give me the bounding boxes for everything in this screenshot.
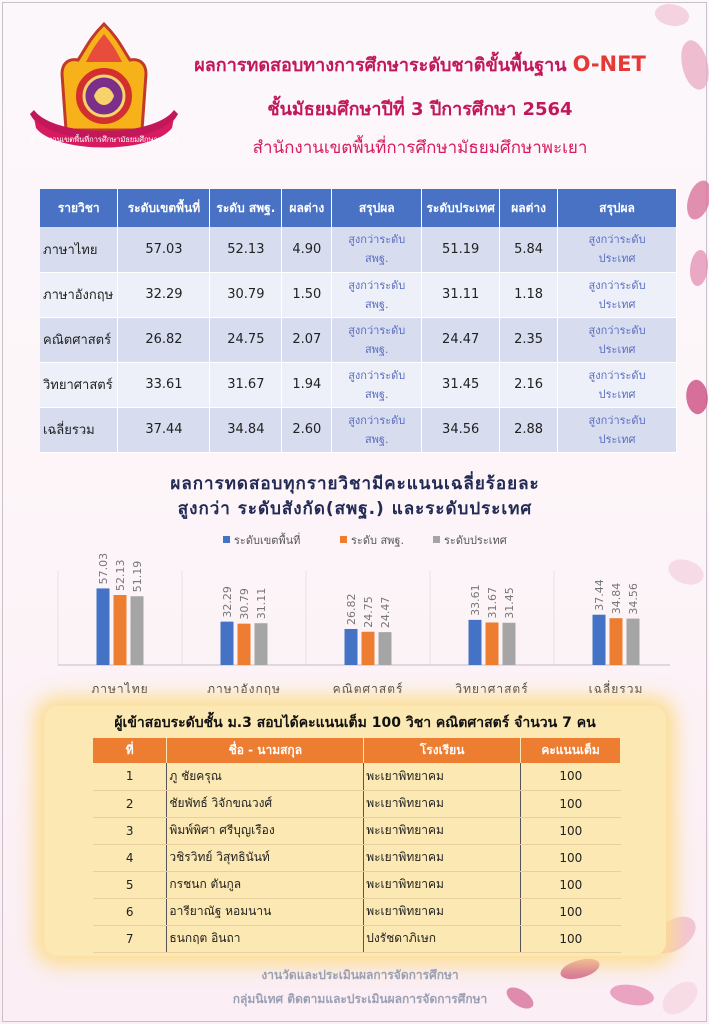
table-row bbox=[93, 871, 621, 898]
bar bbox=[627, 619, 640, 665]
bar bbox=[486, 622, 499, 665]
score-cell: 100 bbox=[521, 763, 621, 790]
data-label: 34.84 bbox=[610, 582, 623, 615]
national-result-cell bbox=[558, 227, 677, 272]
school-cell: พะเยาพิทยาคม bbox=[364, 763, 521, 790]
bar bbox=[114, 595, 127, 665]
result-text: ประเทศ bbox=[598, 252, 636, 266]
table-row bbox=[40, 227, 677, 272]
row-number-cell: 2 bbox=[93, 790, 167, 817]
obec-result-cell bbox=[332, 407, 422, 452]
data-label: 34.56 bbox=[627, 583, 640, 615]
national-diff-cell: 2.16 bbox=[500, 362, 558, 407]
row-number-cell: 3 bbox=[93, 817, 167, 844]
row-number-cell: 6 bbox=[93, 898, 167, 925]
national-result-cell bbox=[558, 407, 677, 452]
legend-swatch bbox=[340, 536, 347, 543]
bar bbox=[221, 622, 234, 665]
table-row bbox=[93, 844, 621, 871]
area-score-cell: 33.61 bbox=[118, 362, 210, 407]
data-label: 31.67 bbox=[486, 586, 499, 619]
bar bbox=[503, 623, 516, 665]
table-row bbox=[40, 317, 677, 362]
result-text: สพฐ. bbox=[364, 297, 389, 311]
school-cell: ปงรัชดาภิเษก bbox=[364, 925, 521, 952]
table-header-row bbox=[40, 189, 677, 227]
score-cell: 100 bbox=[521, 898, 621, 925]
bar bbox=[345, 629, 358, 665]
obec-result-cell bbox=[332, 317, 422, 362]
col-header: คะแนนเต็ม bbox=[521, 738, 621, 763]
perfect-score-table bbox=[93, 738, 621, 953]
student-name-cell: กรชนก ตันกูล bbox=[167, 871, 364, 898]
col-header: โรงเรียน bbox=[364, 738, 521, 763]
data-label: 32.29 bbox=[221, 586, 234, 618]
result-text: สูงกว่าระดับ bbox=[348, 233, 406, 247]
area-score-cell: 57.03 bbox=[118, 227, 210, 272]
result-text: สูงกว่าระดับ bbox=[588, 368, 646, 382]
national-score-cell: 31.45 bbox=[422, 362, 500, 407]
data-label: 37.44 bbox=[593, 579, 606, 611]
result-text: สพฐ. bbox=[364, 387, 389, 401]
national-diff-cell: 2.35 bbox=[500, 317, 558, 362]
category-label: ภาษาอังกฤษ bbox=[207, 682, 281, 696]
national-result-cell bbox=[558, 362, 677, 407]
result-text: สูงกว่าระดับ bbox=[348, 323, 406, 337]
row-number-cell: 7 bbox=[93, 925, 167, 952]
obec-diff-cell: 1.94 bbox=[282, 362, 332, 407]
result-text: สูงกว่าระดับ bbox=[348, 278, 406, 292]
footer-line-2: กลุ่มนิเทศ ติดตามและประเมินผลการจัดการศึกษา bbox=[232, 992, 488, 1006]
category-label: คณิตศาสตร์ bbox=[332, 682, 404, 696]
row-number-cell: 1 bbox=[93, 763, 167, 790]
result-text: ประเทศ bbox=[598, 342, 636, 356]
category-label: ภาษาไทย bbox=[91, 682, 149, 696]
national-score-cell: 34.56 bbox=[422, 407, 500, 452]
result-text: สูงกว่าระดับ bbox=[588, 278, 646, 292]
report-title bbox=[150, 50, 690, 79]
national-diff-cell: 5.84 bbox=[500, 227, 558, 272]
student-name-cell: อารียาณัฐ หอมนาน bbox=[167, 898, 364, 925]
data-label: 24.47 bbox=[379, 596, 392, 629]
obec-diff-cell: 2.60 bbox=[282, 407, 332, 452]
result-text: สูงกว่าระดับ bbox=[588, 413, 646, 427]
col-header: ชื่อ - นามสกุล bbox=[167, 738, 364, 763]
national-score-cell: 24.47 bbox=[422, 317, 500, 362]
row-number-cell: 5 bbox=[93, 871, 167, 898]
subject-cell: เฉลี่ยรวม bbox=[40, 407, 118, 452]
legend-label: ระดับเขตพื้นที่ bbox=[234, 534, 301, 547]
national-score-cell: 51.19 bbox=[422, 227, 500, 272]
perfect-score-title: ผู้เข้าสอบระดับชั้น ม.3 สอบได้คะแนนเต็ม 100 วิชา คณิตศาสตร์ จำนวน 7 คน bbox=[114, 715, 596, 731]
school-cell: พะเยาพิทยาคม bbox=[364, 790, 521, 817]
office-name: สำนักงานเขตพื้นที่การศึกษามัธยมศึกษาพะเยา bbox=[252, 138, 588, 158]
national-score-cell: 31.11 bbox=[422, 272, 500, 317]
table-row bbox=[93, 898, 621, 925]
table-row bbox=[40, 407, 677, 452]
score-cell: 100 bbox=[521, 844, 621, 871]
score-bar-chart bbox=[40, 526, 670, 706]
table-row bbox=[40, 362, 677, 407]
national-result-cell bbox=[558, 272, 677, 317]
student-name-cell: ธนกฤต อินถา bbox=[167, 925, 364, 952]
legend-swatch bbox=[433, 536, 440, 543]
data-label: 26.82 bbox=[345, 593, 358, 625]
obec-diff-cell: 2.07 bbox=[282, 317, 332, 362]
result-text: สูงกว่าระดับ bbox=[348, 413, 406, 427]
obec-result-cell bbox=[332, 272, 422, 317]
student-name-cell: ชัยพัทธ์ วิจักขณวงศ์ bbox=[167, 790, 364, 817]
chart-title-line-1: ผลการทดสอบทุกรายวิชามีคะแนนเฉลี่ยร้อยละ bbox=[170, 474, 540, 494]
col-header: ระดับเขตพื้นที่ bbox=[118, 189, 210, 227]
obec-result-cell bbox=[332, 227, 422, 272]
score-cell: 100 bbox=[521, 925, 621, 952]
legend-label: ระดับ สพฐ. bbox=[351, 534, 404, 547]
category-label: วิทยาศาสตร์ bbox=[455, 682, 529, 696]
data-label: 57.03 bbox=[97, 552, 110, 585]
obec-diff-cell: 4.90 bbox=[282, 227, 332, 272]
student-name-cell: พิมพ์พิศา ศรีบุญเรือง bbox=[167, 817, 364, 844]
data-label: 31.45 bbox=[503, 587, 516, 619]
table-row bbox=[93, 790, 621, 817]
result-text: ประเทศ bbox=[598, 432, 636, 446]
student-name-cell: วชิรวิทย์ วิสุทธินันท์ bbox=[167, 844, 364, 871]
data-label: 33.61 bbox=[469, 584, 482, 616]
subject-cell: ภาษาไทย bbox=[40, 227, 118, 272]
area-score-cell: 26.82 bbox=[118, 317, 210, 362]
legend-swatch bbox=[223, 536, 230, 543]
result-text: สพฐ. bbox=[364, 252, 389, 266]
col-header: สรุปผล bbox=[332, 189, 422, 227]
table-header-row bbox=[93, 738, 621, 763]
national-diff-cell: 2.88 bbox=[500, 407, 558, 452]
national-result-cell bbox=[558, 317, 677, 362]
col-header: ระดับประเทศ bbox=[422, 189, 500, 227]
school-cell: พะเยาพิทยาคม bbox=[364, 898, 521, 925]
data-label: 51.19 bbox=[131, 560, 144, 593]
result-text: ประเทศ bbox=[598, 297, 636, 311]
col-header: สรุปผล bbox=[558, 189, 677, 227]
score-cell: 100 bbox=[521, 817, 621, 844]
area-score-cell: 37.44 bbox=[118, 407, 210, 452]
table-row bbox=[93, 817, 621, 844]
obec-score-cell: 24.75 bbox=[210, 317, 282, 362]
bar bbox=[362, 632, 375, 665]
report-title-text: ผลการทดสอบทางการศึกษาระดับชาติขั้นพื้นฐาน bbox=[194, 55, 567, 76]
bar bbox=[131, 596, 144, 665]
subject-cell: วิทยาศาสตร์ bbox=[40, 362, 118, 407]
table-row bbox=[93, 763, 621, 790]
legend-label: ระดับประเทศ bbox=[444, 534, 507, 547]
obec-diff-cell: 1.50 bbox=[282, 272, 332, 317]
bar bbox=[255, 623, 268, 665]
col-header: ผลต่าง bbox=[282, 189, 332, 227]
obec-score-cell: 30.79 bbox=[210, 272, 282, 317]
result-text: สูงกว่าระดับ bbox=[348, 368, 406, 382]
area-score-cell: 32.29 bbox=[118, 272, 210, 317]
row-number-cell: 4 bbox=[93, 844, 167, 871]
col-header: ระดับ สพฐ. bbox=[210, 189, 282, 227]
bar bbox=[379, 632, 392, 665]
result-text: สพฐ. bbox=[364, 342, 389, 356]
result-text: ประเทศ bbox=[598, 387, 636, 401]
obec-score-cell: 31.67 bbox=[210, 362, 282, 407]
col-header: รายวิชา bbox=[40, 189, 118, 227]
bar bbox=[469, 620, 482, 665]
result-text: สพฐ. bbox=[364, 432, 389, 446]
score-cell: 100 bbox=[521, 790, 621, 817]
data-label: 30.79 bbox=[238, 588, 251, 620]
category-label: เฉลี่ยรวม bbox=[588, 682, 644, 696]
bar bbox=[97, 588, 110, 665]
result-text: สูงกว่าระดับ bbox=[588, 233, 646, 247]
obec-score-cell: 52.13 bbox=[210, 227, 282, 272]
logo-ribbon-text: สำนักงานเขตพื้นที่การศึกษามัธยมศึกษาพะเยา bbox=[30, 135, 178, 144]
data-label: 24.75 bbox=[362, 596, 375, 628]
bar bbox=[593, 615, 606, 665]
table-row bbox=[40, 272, 677, 317]
score-comparison-table bbox=[40, 189, 677, 453]
school-cell: พะเยาพิทยาคม bbox=[364, 817, 521, 844]
subject-cell: คณิตศาสตร์ bbox=[40, 317, 118, 362]
result-text: สูงกว่าระดับ bbox=[588, 323, 646, 337]
national-diff-cell: 1.18 bbox=[500, 272, 558, 317]
school-cell: พะเยาพิทยาคม bbox=[364, 844, 521, 871]
report-subtitle: ชั้นมัธยมศึกษาปีที่ 3 ปีการศึกษา 2564 bbox=[267, 99, 573, 120]
obec-result-cell bbox=[332, 362, 422, 407]
data-label: 31.11 bbox=[255, 587, 268, 620]
student-name-cell: ภู ชัยครุณ bbox=[167, 763, 364, 790]
bar bbox=[238, 624, 251, 665]
obec-score-cell: 34.84 bbox=[210, 407, 282, 452]
col-header: ผลต่าง bbox=[500, 189, 558, 227]
chart-title-line-2: สูงกว่า ระดับสังกัด(สพฐ.) และระดับประเทศ bbox=[177, 499, 533, 519]
score-cell: 100 bbox=[521, 871, 621, 898]
subject-cell: ภาษาอังกฤษ bbox=[40, 272, 118, 317]
col-header: ที่ bbox=[93, 738, 167, 763]
bar bbox=[610, 618, 623, 665]
table-row bbox=[93, 925, 621, 952]
school-cell: พะเยาพิทยาคม bbox=[364, 871, 521, 898]
footer-line-1: งานวัดและประเมินผลการจัดการศึกษา bbox=[261, 968, 459, 982]
data-label: 52.13 bbox=[114, 559, 127, 591]
onet-label: O-NET bbox=[572, 52, 646, 76]
